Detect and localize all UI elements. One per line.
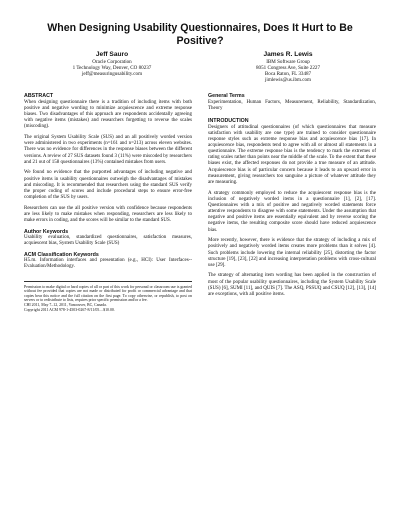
author-keywords: Usability evaluation, standardized questionnaires, satisfaction measures, acquiescent bias, System Usability Scale (SUS) <box>24 235 192 247</box>
author-address: 8051 Congress Ave, Suite 2227 <box>256 64 320 71</box>
footnote-venue: CHI 2011, May 7–12, 2011, Vancouver, BC, Canada. <box>24 302 107 307</box>
abstract-paragraph: Researchers can use the all positive version with confidence because respondents are less likely to make mistakes when responding, researchers are less likely to make errors in coding, and the scores will be similar to the standard SUS. <box>24 205 192 223</box>
footnote-permission: Permission to make digital or hard copies of all or part of this work for personal or classroom use is granted without fee provided that copies are not made or distributed for profit or commercial advantage and that copies bear this notice and the full citation on the first page. To copy otherwise, or republish, to post on servers or to redistribute to lists, requires prior specific permission and/or a fee. <box>24 284 192 303</box>
introduction-paragraph: A strategy commonly employed to reduce the acquiescent response bias is the inclusion of negatively worded items in a questionnaire [1], [2], [17]. Questionnaires with a mix of positive and negatively worded statements force attentive respondents to disagree with some statements. Under the assumption that negative and positive items are essentially equivalent and by reverse scoring the negative items, the resulting composite score should have reduced acquiescence bias. <box>208 190 376 233</box>
author-block <box>24 51 376 83</box>
left-column <box>24 93 192 312</box>
general-terms: Experimentation, Human Factors, Measurement, Reliability, Standardization, Theory <box>208 99 376 111</box>
abstract-paragraph: The original System Usability Scale (SUS) and an all positively worded version were administered in two experiments (n=161 and n=213) across eleven websites. There was no evidence for differences in the response biases between the different versions. A review of 27 SUS datasets found 3 (11%) were miscoded by researchers and 21 out of 158 questionnaires (13%) contained mistakes from users. <box>24 135 192 165</box>
author-affiliation: IBM Software Group <box>266 58 310 65</box>
author-address: 1 Technology Way, Denver, CO 80237 <box>72 64 152 71</box>
paper-title: When Designing Usability Questionnaires, Does It Hurt to Be Positive? <box>47 22 353 47</box>
copyright-footnote <box>24 281 192 313</box>
author-name: James R. Lewis <box>263 51 313 58</box>
abstract-paragraph: We found no evidence that the purported advantages of including negative and positive items in usability questionnaires outweigh the disadvantages of mistakes and miscoding. It is recommended that researchers using the standard SUS verify the proper coding of scores and include procedural steps to ensure error-free completion of the SUS by users. <box>24 170 192 200</box>
author-city: Boca Raton, FL 33487 <box>264 71 312 77</box>
abstract-paragraph: When designing questionnaire there is a tradition of including items with both positive and negative wording to minimize acquiescence and extreme response biases. Two disadvantages of this approach are respondents accidentally agreeing with negative items (mistakes) and researchers forgetting to reverse the scales (miscoding). <box>24 99 192 130</box>
author-affiliation: Oracle Corporation <box>92 58 132 65</box>
body-columns <box>24 93 376 312</box>
acm-keywords: H5.m. Information interfaces and presentation (e.g., HCI): User Interfaces--Evaluation/Methodology. <box>24 258 192 270</box>
abstract-heading: ABSTRACT <box>24 93 54 100</box>
author-2 <box>200 51 376 83</box>
introduction-heading: INTRODUCTION <box>208 118 249 125</box>
right-column <box>208 93 376 312</box>
footnote-copyright: Copyright 2011 ACM 978-1-4503-0267-8/11/05....$10.00. <box>24 307 115 312</box>
general-terms-heading: General Terms <box>208 93 245 100</box>
author-1 <box>24 51 200 83</box>
acm-heading: ACM Classification Keywords <box>24 251 99 258</box>
author-keywords-heading: Author Keywords <box>24 228 69 235</box>
introduction-paragraph: The strategy of alternating item wording has been applied in the construction of most of the popular usability questionnaires, including the System Usability Scale (SUS) [6], SUMI [11], and QUIS [7]. The ASQ, PSSUQ and CSUQ [12], [13], [14] are exceptions, with all positive items. <box>208 273 376 297</box>
author-name: Jeff Sauro <box>95 51 129 58</box>
introduction-paragraph: More recently, however, there is evidence that the strategy of including a mix of positively and negatively worded items creates more problems than it solves [4]. Such problems include lowering the internal reliability [25], distorting the factor structure [19], [23], [22] and increasing interpretation problems with cross-cultural use [29]. <box>208 238 376 268</box>
author-email: jeff@measuringusability.com <box>81 71 143 77</box>
author-email: jimlewis@us.ibm.com <box>264 77 311 84</box>
introduction-paragraph: Designers of attitudinal questionnaires (of which questionnaires that measure satisfaction with usability are one type) are trained to consider questionnaire response styles such as extreme response bias and acquiescence bias [17]. In acquiescence bias, respondents tend to agree with all or almost all statements in a questionnaire. The extreme response bias is the tendency to mark the extremes of rating scales rather than points near the middle of the scale. To the extent that these biases exist, the affected responses do not provide a true measure of an attitude. Acquiescence bias is of particular concern because it leads to an upward error in measurement, giving researchers too sanguine a picture of whatever attitude they are measuring. <box>208 124 376 185</box>
